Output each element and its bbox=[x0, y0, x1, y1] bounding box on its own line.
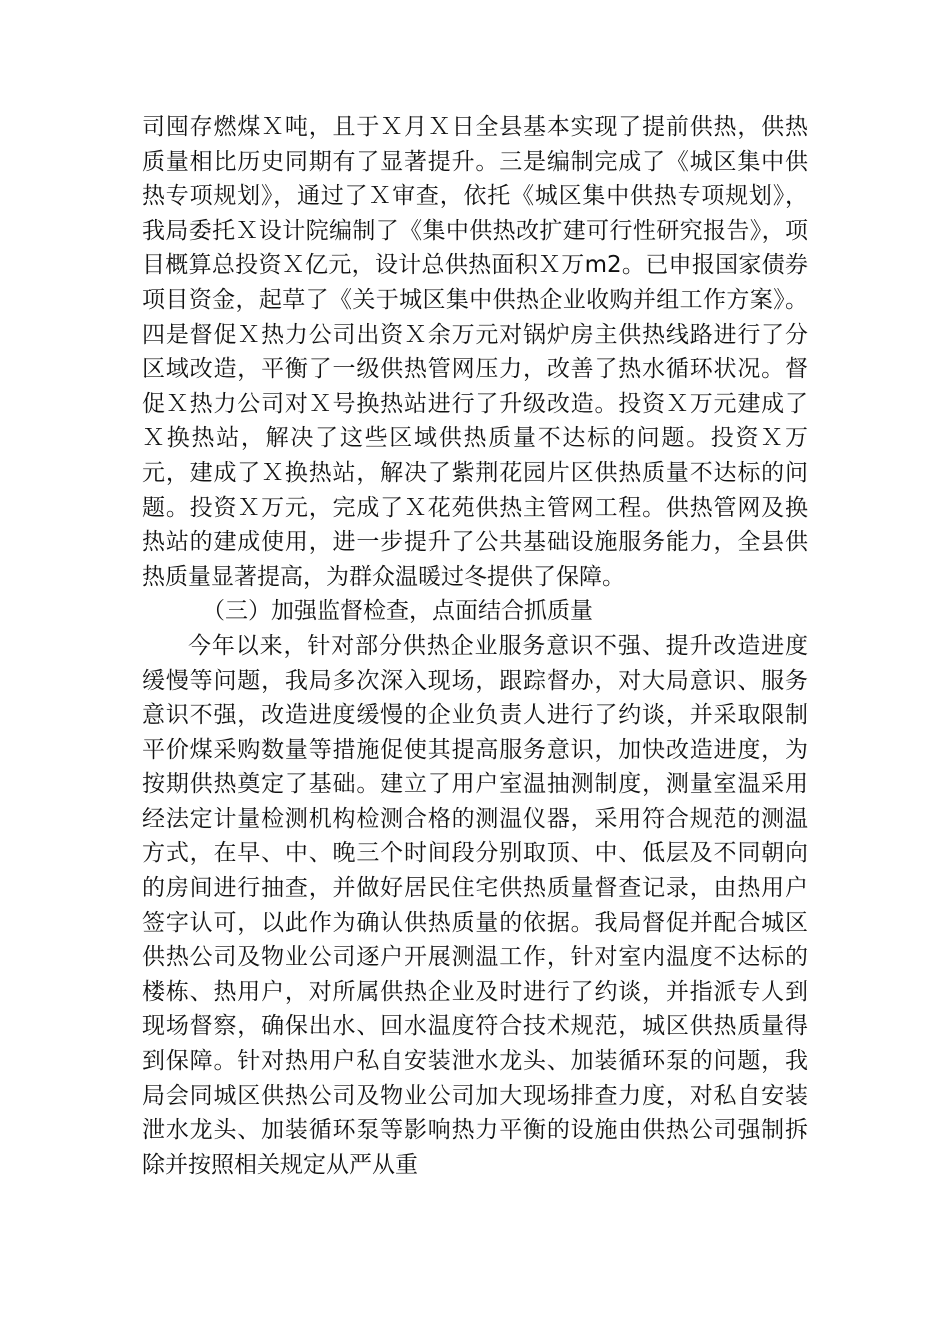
section-heading: （三）加强监督检查，点面结合抓质量 bbox=[202, 598, 593, 625]
document-page bbox=[142, 110, 808, 1182]
paragraph-body: 今年以来，针对部分供热企业服务意识不强、提升改造进度缓慢等问题，我局多次深入现场，跟踪督办，对大局意识、服务意识不强，改造进度缓慢的企业负责人进行了约谈，并采取限制平价煤采购数量等措施促使其提高服务意识，加快改造进度，为按期供热奠定了基础。建立了用户室温抽测制度，测量室温采用经法定计量检测机构检测合格的测温仪器，采用符合规范的测温方式，在早、中、晚三个时间段分别取顶、中、低层及不同朝向的房间进行抽查，并做好居民住宅供热质量督查记录，由热用户签字认可，以此作为确认供热质量的依据。我局督促并配合城区供热公司及物业公司逐户开展测温工作，针对室内温度不达标的楼栋、热用户，对所属供热企业及时进行了约谈，并指派专人到现场督察，确保出水、回水温度符合技术规范，城区供热质量得到保障。针对热用户私自安装泄水龙头、加装循环泵的问题，我局会同城区供热公司及物业公司加大现场排查力度，对私自安装泄水龙头、加装循环泵等影响热力平衡的设施由供热公司强制拆除并按照相关规定从严从重 bbox=[142, 632, 808, 1178]
paragraph-continued: 司囤存燃煤Ｘ吨，且于Ｘ月Ｘ日全县基本实现了提前供热，供热质量相比历史同期有了显著提升。三是编制完成了《城区集中供热专项规划》，通过了Ｘ审查，依托《城区集中供热专项规划》，我局委托Ｘ设计院编制了《集中供热改扩建可行性研究报告》，项目概算总投资Ｘ亿元，设计总供热面积Ｘ万m2。已申报国家债券项目资金，起草了《关于城区集中供热企业收购并组工作方案》。四是督促Ｘ热力公司出资Ｘ余万元对锅炉房主供热线路进行了分区域改造，平衡了一级供热管网压力，改善了热水循环状况。督促Ｘ热力公司对Ｘ号换热站进行了升级改造。投资Ｘ万元建成了Ｘ换热站，解决了这些区域供热质量不达标的问题。投资Ｘ万元，建成了Ｘ换热站，解决了紫荆花园片区供热质量不达标的问题。投资Ｘ万元，完成了Ｘ花苑供热主管网工程。供热管网及换热站的建成使用，进一步提升了公共基础设施服务能力，全县供热质量显著提高，为群众温暖过冬提供了保障。 bbox=[142, 114, 808, 590]
